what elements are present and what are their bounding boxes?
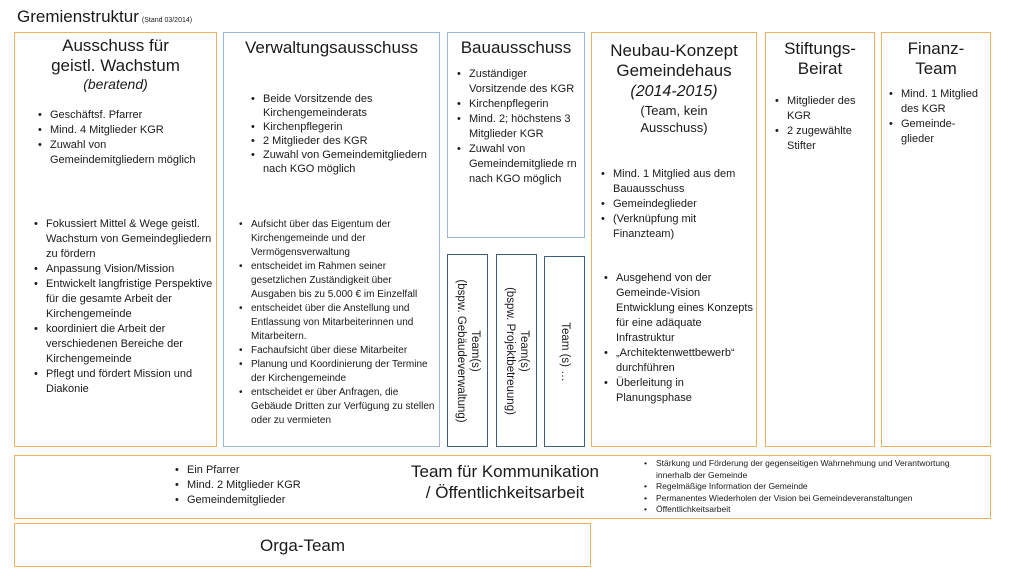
neubau-head-line2: Gemeindehaus xyxy=(616,61,732,80)
list-item: • Mind. 1 Mitglied aus dem Bauausschuss xyxy=(598,167,754,197)
list-item: • Mind. 2; höchstens 3 Mitglieder KGR xyxy=(454,112,584,142)
finanz-heading xyxy=(882,39,990,79)
team-label xyxy=(454,279,482,422)
finanz-head-line2: Team xyxy=(915,59,957,78)
box-bauausschuss xyxy=(447,32,585,238)
list-item: • Regelmäßige Information der Gemeinde xyxy=(641,481,951,493)
list-item: • entscheidet über die Anstellung und Entlassung von Mitarbeiterinnen und Mitarbeitern. xyxy=(236,302,438,344)
list-item: • Öffentlichkeitsarbeit xyxy=(641,504,951,516)
neubau-head-line1: Neubau-Konzept xyxy=(610,41,738,60)
verwaltung-tasks-list xyxy=(236,218,438,428)
list-item: • Mind. 2 Mitglieder KGR xyxy=(172,478,372,493)
kommunikation-members-list xyxy=(172,463,372,508)
finanz-head-line1: Finanz- xyxy=(907,39,965,58)
bau-members-list xyxy=(454,67,584,187)
bau-heading: Bauausschuss xyxy=(460,38,572,57)
list-item: • Gemeindeglieder xyxy=(598,197,754,212)
list-item: • Geschäftsf. Pfarrer xyxy=(35,108,213,123)
neubau-sub2a: (Team, kein xyxy=(640,103,708,118)
list-item: • Gemeindemitglieder xyxy=(172,493,372,508)
list-item: • Stärkung und Förderung der gegenseitigen Wahrnehmung und Verantwortung innerhalb der Gemeinde xyxy=(641,458,951,481)
list-item: • Kirchenpflegerin xyxy=(454,97,584,112)
verwaltung-heading: Verwaltungsausschuss xyxy=(245,38,418,57)
list-item: • Mind. 4 Mitglieder KGR xyxy=(35,123,213,138)
team-label-line2: (bspw. Projektbetreuung) xyxy=(503,286,516,415)
list-item: • „Architektenwettbewerb“ durchführen xyxy=(601,346,757,376)
box-neubau-konzept xyxy=(591,32,757,447)
list-item: • 2 Mitglieder des KGR xyxy=(248,134,436,148)
list-item: • (Verknüpfung mit Finanzteam) xyxy=(598,212,754,242)
neubau-heading xyxy=(592,41,756,136)
list-item: • Entwickelt langfristige Perspektive für die gesamte Arbeit der Kirchengemeinde xyxy=(31,277,215,322)
box-finanz-team xyxy=(881,32,991,447)
team-label-line2: (bspw. Gebäudeverwaltung) xyxy=(454,278,467,423)
team-label xyxy=(503,287,531,415)
ausschuss-head-line1: Ausschuss für xyxy=(62,36,169,55)
team-box-weitere xyxy=(544,256,585,447)
stiftung-members-list xyxy=(772,94,872,154)
list-item: • Beide Vorsitzende des Kirchengemeinderats xyxy=(248,92,436,120)
list-item: • Fokussiert Mittel & Wege geistl. Wachstum von Gemeindegliedern zu fördern xyxy=(31,217,215,262)
finanz-members-list xyxy=(886,87,988,147)
list-item: • Überleitung in Planungsphase xyxy=(601,376,757,406)
page-title xyxy=(17,7,192,27)
kommunikation-head-line1: Team für Kommunikation xyxy=(410,462,600,481)
list-item: • Mind. 1 Mitglied des KGR xyxy=(886,87,988,117)
list-item: • Zuwahl von Gemeindemitgliede rn nach KGO möglich xyxy=(454,142,584,187)
team-box-gebaeudeverwaltung xyxy=(447,254,488,447)
list-item: • Ein Pfarrer xyxy=(172,463,372,478)
list-item: • Fachaufsicht über diese Mitarbeiter xyxy=(236,344,438,358)
stiftung-head-line1: Stiftungs- xyxy=(784,39,856,58)
list-item: • Anpassung Vision/Mission xyxy=(31,262,215,277)
box-kommunikation xyxy=(14,455,991,519)
ausschuss-heading xyxy=(15,36,216,93)
list-item: • Permanentes Wiederholen der Vision bei Gemeindeveranstaltungen xyxy=(641,493,951,505)
stiftung-head-line2: Beirat xyxy=(797,59,843,78)
kommunikation-tasks-list xyxy=(641,458,951,516)
kommunikation-heading xyxy=(395,461,615,503)
team-box-projektbetreuung xyxy=(496,254,537,447)
list-item: • Gemeinde- glieder xyxy=(886,117,988,147)
stiftung-heading xyxy=(766,39,874,79)
box-stiftungs-beirat xyxy=(765,32,875,447)
ausschuss-tasks-list xyxy=(31,217,215,397)
neubau-sub2b: Ausschuss) xyxy=(640,120,708,135)
orga-heading: Orga-Team xyxy=(259,536,346,555)
team-label xyxy=(558,322,572,381)
list-item: • Aufsicht über das Eigentum der Kirchengemeinde und der Vermögensverwaltung xyxy=(236,218,438,260)
list-item: • Kirchenpflegerin xyxy=(248,120,436,134)
kommunikation-head-line2: / Öffentlichkeitsarbeit xyxy=(425,483,585,502)
list-item: • koordiniert die Arbeit der verschiedenen Bereiche der Kirchengemeinde xyxy=(31,322,215,367)
neubau-sub: (2014-2015) xyxy=(630,83,718,100)
verwaltung-members-list xyxy=(248,92,436,176)
box-orga-team xyxy=(14,523,591,567)
team-label-line1: Team(s) xyxy=(468,329,481,372)
title-stand: (Stand 03/2014) xyxy=(141,17,193,24)
neubau-tasks-list xyxy=(601,271,757,406)
ausschuss-head-line2: geistl. Wachstum xyxy=(51,56,180,75)
list-item: • 2 zugewählte Stifter xyxy=(772,124,872,154)
neubau-members-list xyxy=(598,167,754,242)
list-item: • Pflegt und fördert Mission und Diakonie xyxy=(31,367,215,397)
box-verwaltungsausschuss xyxy=(223,32,440,447)
box-ausschuss-wachstum xyxy=(14,32,217,447)
list-item: • entscheidet im Rahmen seiner gesetzlichen Zuständigkeit über Ausgaben bis zu 5.000 € im Einzelfall xyxy=(236,260,438,302)
team-label-line1: Team(s) xyxy=(517,329,530,372)
list-item: • Ausgehend von der Gemeinde-Vision Entwicklung eines Konzepts für eine adäquate Infrastruktur xyxy=(601,271,757,346)
ausschuss-sub: (beratend) xyxy=(83,76,148,92)
list-item: • Mitglieder des KGR xyxy=(772,94,872,124)
list-item: • Planung und Koordinierung der Termine der Kirchengemeinde xyxy=(236,358,438,386)
title-main: Gremienstruktur xyxy=(17,7,139,26)
list-item: • Zuwahl von Gemeindemitgliedern möglich xyxy=(35,138,213,168)
list-item: • Zuwahl von Gemeindemitgliedern nach KGO möglich xyxy=(248,148,436,176)
team-label-line1: Team (s) … xyxy=(558,321,571,382)
list-item: • Zuständiger Vorsitzende des KGR xyxy=(454,67,584,97)
ausschuss-members-list xyxy=(35,108,213,168)
list-item: • entscheidet er über Anfragen, die Gebäude Dritten zur Verfügung zu stellen oder zu vermieten xyxy=(236,386,438,428)
